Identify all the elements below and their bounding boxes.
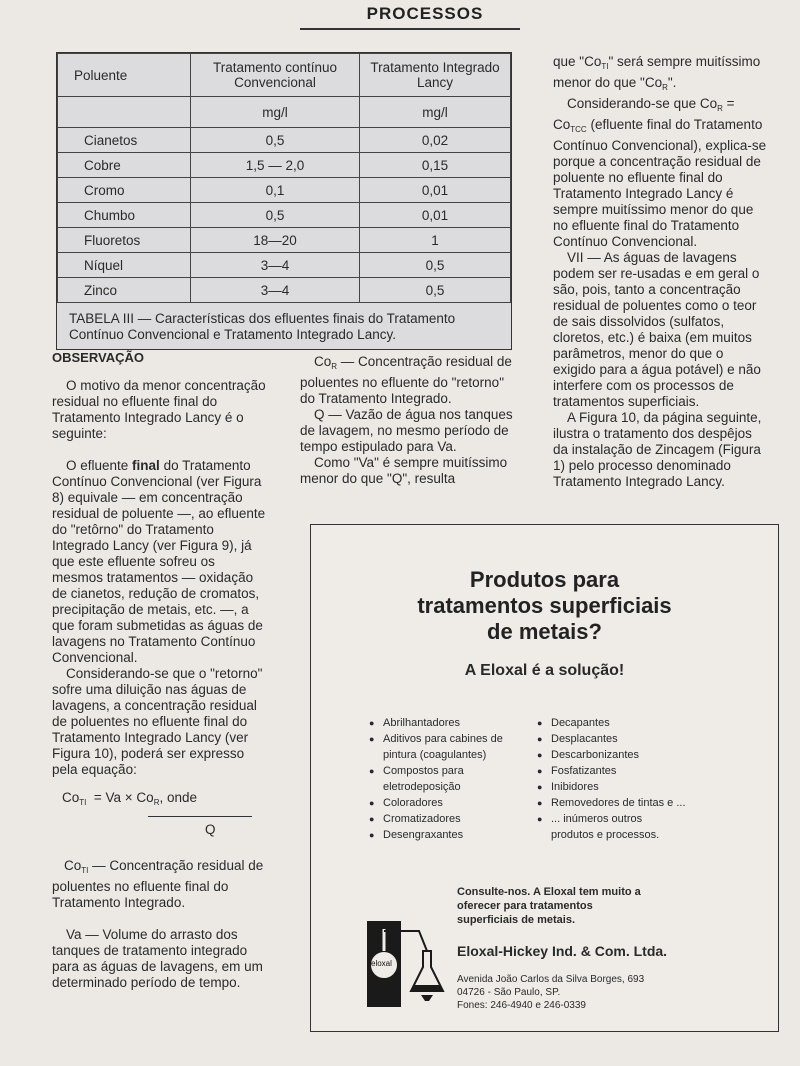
paragraph: que "$Co_{TI}$" será sempre muitíssimo menor do que "$Co_R$". (553, 54, 761, 92)
page-header: PROCESSOS (366, 4, 484, 23)
effluent-table (56, 52, 512, 350)
table-row (58, 203, 511, 228)
column-2 (300, 354, 518, 487)
list-item: ● Removedores de tintas e ... (537, 795, 737, 811)
cell-lancy: 0,5 (360, 253, 511, 278)
row-label: Cromo (58, 178, 191, 203)
cell-conventional: 18—20 (191, 228, 360, 253)
table-row (58, 253, 511, 278)
row-label: Chumbo (58, 203, 191, 228)
table-row (58, 228, 511, 253)
cell-conventional: 3—4 (191, 253, 360, 278)
list-item: ● Cromatizadores (369, 811, 539, 827)
definition: $Co_R$ — Concentração residual de poluentes no efluente do "retorno" do Tratamento Integrado. (300, 354, 512, 406)
cell-conventional: 3—4 (191, 278, 360, 303)
list-item: eletrodeposição (383, 781, 461, 793)
cell-conventional: 0,5 (191, 203, 360, 228)
eloxal-logo (367, 921, 447, 1007)
table-row (58, 153, 511, 178)
col-header-lancy: Tratamento Integrado Lancy (360, 54, 511, 97)
product-list-right (537, 715, 737, 843)
advertisement (310, 524, 779, 1032)
list-item: produtos e processos. (551, 829, 660, 841)
definition: $Co_{TI}$ — Concentração residual de poluentes no efluente final do Tratamento Integrado. (52, 858, 264, 910)
list-item: ● Desplacantes (537, 731, 737, 747)
list-item: ● Fosfatizantes (537, 763, 737, 779)
cell-conventional: 1,5 — 2,0 (191, 153, 360, 178)
cell-lancy: 0,15 (360, 153, 511, 178)
cell-conventional: 0,1 (191, 178, 360, 203)
paragraph: O efluente final do Tratamento Contínuo Convencional (ver Figura 8) equivale — em concentração residual de poluente —, ao efluente do "retôrno" do Tratamento Integrado Lancy (ver Figura 9), já que este efluente sofreu os mesmos tratamentos — oxidação de cianetos, redução de cromatos, precipitação de metais, etc. —, a que foram submetidas as águas de lavagens no Tratamento Contínuo Convencional. (52, 458, 266, 665)
company-address: Avenida João Carlos da Silva Borges, 693 04726 - São Paulo, SP. Fones: 246-4940 e 246-0339 (457, 974, 645, 1011)
column-1 (52, 350, 266, 991)
paragraph: Considerando-se que o "retorno" sofre uma diluição nas águas de lavagens, a concentração residual de poluentes no efluente final do Tratamento Integrado Lancy (ver Figura 10), poderá ser expresso pela equação: (52, 666, 263, 777)
row-label: Cobre (58, 153, 191, 178)
table-row (58, 128, 511, 153)
logo-text: eloxal (371, 959, 392, 968)
list-item: pintura (coagulantes) (383, 749, 487, 761)
paragraph: Considerando-se que $Co_R = Co_{TCC}$ (efluente final do Tratamento Contínuo Convencional), explica-se porque a concentração residual de poluente no efluente final do Tratamento Integrado Lancy é sempre muitíssimo menor do que no efluente final do Tratamento Contínuo Convencional. (553, 96, 767, 249)
col-header-pollutant: Poluente (58, 54, 191, 97)
row-label: Zinco (58, 278, 191, 303)
cell-conventional: 0,5 (191, 128, 360, 153)
row-label: Níquel (58, 253, 191, 278)
section-heading: OBSERVAÇÃO (52, 350, 144, 365)
units-cell: mg/l (191, 97, 360, 128)
list-item: ● Descarbonizantes (537, 747, 737, 763)
definition: Va — Volume do arrasto dos tanques de tratamento integrado para as águas de lavagens, em um determinado período de tempo. (52, 927, 263, 990)
fraction-bar (148, 816, 252, 817)
col-header-conventional: Tratamento contínuo Convencional (191, 54, 360, 97)
list-item: ● Desengraxantes (369, 827, 539, 843)
product-list-left (369, 715, 539, 843)
paragraph: A Figura 10, da página seguinte, ilustra o tratamento dos despêjos da instalação de Zincagem (Figura 1) pelo processo denominado Tratamento Integrado Lancy. (553, 410, 762, 489)
column-3 (553, 54, 769, 490)
paragraph: O motivo da menor concentração residual no efluente final do Tratamento Integrado Lancy é o seguinte: (52, 378, 266, 441)
definition: Q — Vazão de água nos tanques de lavagem, no mesmo período de tempo estipulado para Va. (300, 407, 513, 454)
cell-lancy: 1 (360, 228, 511, 253)
header-rule (300, 28, 520, 30)
list-item: ● Decapantes (537, 715, 737, 731)
cell-lancy: 0,01 (360, 203, 511, 228)
list-item: ● ... inúmeros outros (537, 811, 737, 827)
list-item: ● Coloradores (369, 795, 539, 811)
ad-subtitle: A Eloxal é a solução! (464, 662, 625, 679)
cell-lancy: 0,5 (360, 278, 511, 303)
units-blank (58, 97, 191, 128)
list-item: ● Inibidores (537, 779, 737, 795)
formula-denominator: Q (205, 822, 216, 837)
row-label: Cianetos (58, 128, 191, 153)
paragraph: VII — As águas de lavagens podem ser re-usadas e em geral o são, pois, tanto a concentração residual de poluentes como o teor de sais dissolvidos (sulfatos, cloretos, etc.) é baixa (em muitos parâmetros, menor do que o exigido para a água potável) e não interfere com os processos de tratamentos superficiais. (553, 250, 761, 409)
cell-lancy: 0,02 (360, 128, 511, 153)
units-cell: mg/l (360, 97, 511, 128)
formula: $Co_{TI} = Va \times Co_R$, onde Q (52, 788, 266, 842)
ad-title: Produtos para tratamentos superficiais de metais? (417, 567, 672, 644)
list-item: ● Aditivos para cabines de (369, 731, 539, 747)
table-row (58, 178, 511, 203)
table-row (58, 278, 511, 303)
list-item: ● Compostos para (369, 763, 539, 779)
company-name: Eloxal-Hickey Ind. & Com. Ltda. (457, 943, 668, 959)
list-item: ● Abrilhantadores (369, 715, 539, 731)
cell-lancy: 0,01 (360, 178, 511, 203)
row-label: Fluoretos (58, 228, 191, 253)
consult-text: Consulte-nos. A Eloxal tem muito a oferecer para tratamentos superficiais de metais. (457, 886, 641, 926)
paragraph: Como "Va" é sempre muitíssimo menor do que "Q", resulta (300, 455, 508, 486)
table-caption: TABELA III — Características dos efluentes finais do Tratamento Contínuo Convencional e Tratamento Integrado Lancy. (69, 311, 456, 342)
